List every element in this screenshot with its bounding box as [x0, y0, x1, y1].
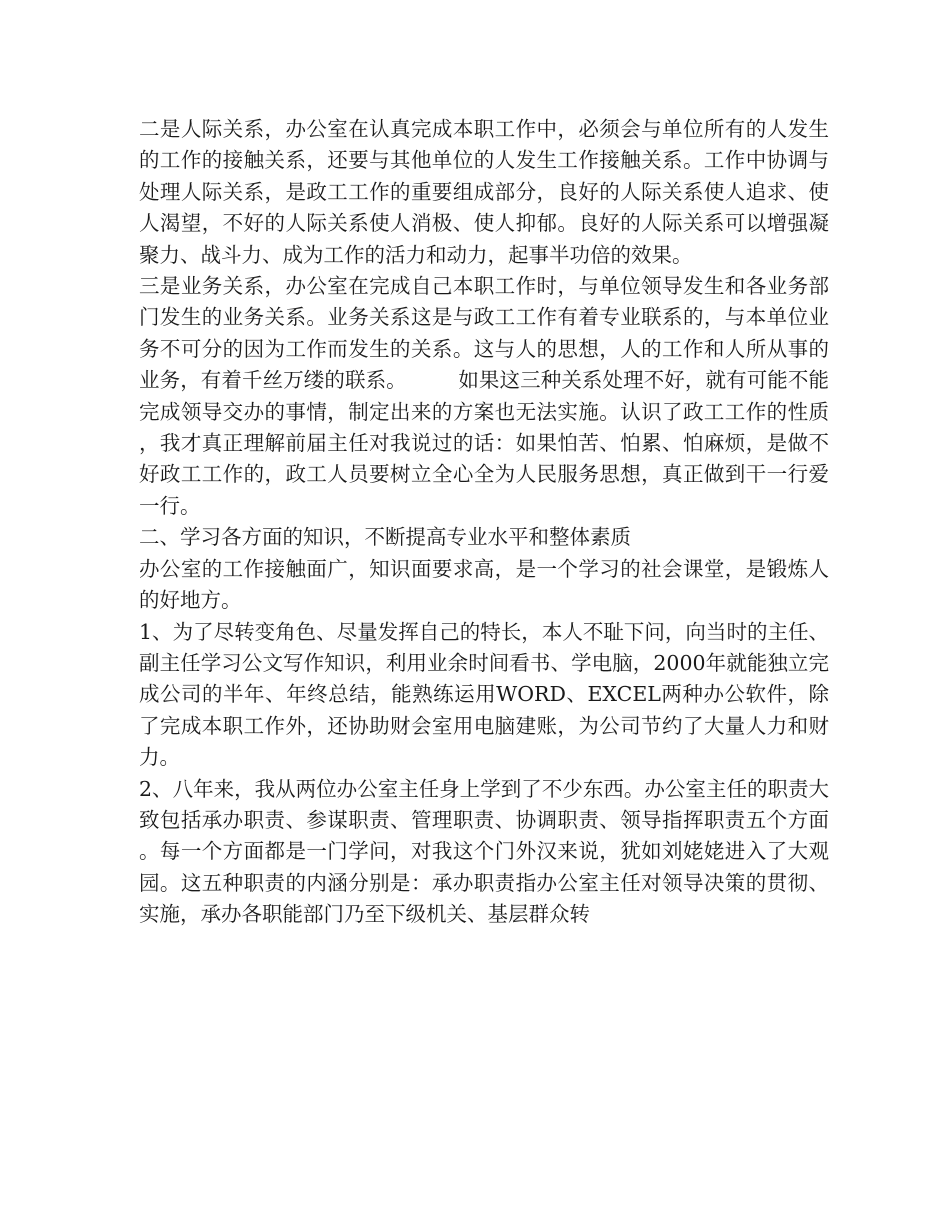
paragraph-office-learning: 办公室的工作接触面广，知识面要求高，是一个学习的社会课堂，是锻炼人的好地方。 — [139, 556, 829, 613]
list-item-1: 1、为了尽转变角色、尽量发挥自己的特长，本人不耻下问，向当时的主任、副主任学习公文写作知识，利用业余时间看书、学电脑，2000年就能独立完成公司的半年、年终总结，能熟练运用WORD、EXCEL两种办公软件，除了完成本职工作外，还协助财会室用电脑建账，为公司节约了大量人力和财力。 — [139, 619, 829, 770]
paragraph-interpersonal-relations: 二是人际关系，办公室在认真完成本职工作中，必须会与单位所有的人发生的工作的接触关系，还要与其他单位的人发生工作接触关系。工作中协调与处理人际关系，是政工工作的重要组成部分，良好的人际关系使人追求、使人渴望，不好的人际关系使人消极、使人抑郁。良好的人际关系可以增强凝聚力、战斗力、成为工作的活力和动力，起事半功倍的效果。 — [139, 117, 829, 267]
list-item-2: 2、八年来，我从两位办公室主任身上学到了不少东西。办公室主任的职责大致包括承办职责、参谋职责、管理职责、协调职责、领导指挥职责五个方面。每一个方面都是一门学问，对我这个门外汉来说，犹如刘姥姥进入了大观园。这五种职责的内涵分别是：承办职责指办公室主任对领导决策的贯彻、实施，承办各职能部门乃至下级机关、基层群众转 — [139, 776, 829, 927]
section-heading-learning: 二、学习各方面的知识，不断提高专业水平和整体素质 — [139, 525, 631, 550]
paragraph-business-relations: 三是业务关系，办公室在完成自己本职工作时，与单位领导发生和各业务部门发生的业务关系。业务关系这是与政工工作有着专业联系的，与本单位业务不可分的因为工作而发生的关系。这与人的思想，人的工作和人所从事的业务，有着千丝万缕的联系。 如果这三种关系处理不好，就有可能不能完成领导交办的事情，制定出来的方案也无法实施。认识了政工工作的性质，我才真正理解前届主任对我说过的话：如果怕苦、怕累、怕麻烦，是做不好政工工作的，政工人员要树立全心全为人民服务思想，真正做到干一行爱一行。 — [139, 274, 829, 518]
document-body — [139, 114, 829, 931]
